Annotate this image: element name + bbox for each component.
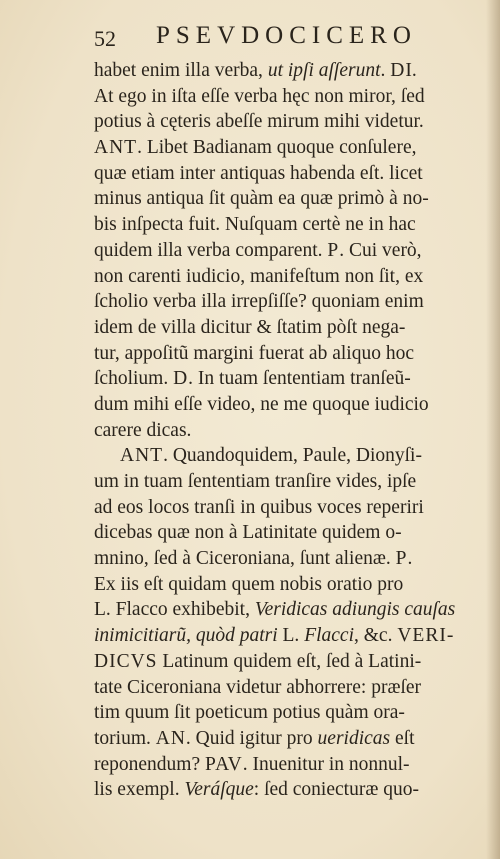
text-line (94, 264, 478, 290)
text-run: . (407, 548, 413, 570)
text-line (94, 777, 478, 803)
text-run: . In tuam ſententiam tranſeũ- (188, 368, 411, 390)
text-line (94, 443, 478, 469)
text-line (94, 135, 478, 161)
small-caps-text: P (395, 548, 408, 570)
text-line (94, 597, 478, 623)
small-caps-text: PAV (205, 753, 243, 775)
body-text (94, 58, 478, 803)
text-run: ſcholio verba illa irrepſiſſe? quoniam enim (94, 291, 424, 313)
text-line (94, 109, 478, 135)
running-head: PSEVDOCICERO (156, 22, 417, 49)
small-caps-text: D (390, 60, 406, 81)
text-run: um in tuam ſententiam tranſire vides, ipſe (94, 471, 417, 492)
text-line (94, 341, 478, 367)
text-run: reponendum? (94, 753, 206, 775)
italic-text: ueridicas (317, 727, 391, 749)
text-run: potius à cęteris abeſſe mirum mihi videtur. (94, 111, 424, 133)
page-header (94, 18, 444, 52)
text-run: At ego in iſta eſſe verba hęc non miror, ſed (94, 85, 425, 107)
text-line (94, 392, 478, 418)
text-run: . Quid igitur pro (185, 727, 318, 749)
text-line (94, 84, 478, 110)
text-line (94, 623, 478, 649)
page-number: 52 (94, 26, 116, 51)
small-caps-text: P (327, 239, 340, 261)
text-run: idem de villa dicitur & ſtatim pòſt nega- (94, 316, 406, 338)
text-line (94, 186, 478, 212)
text-line (94, 58, 478, 84)
text-run: dicebas quæ non à Latinitate quidem o- (94, 522, 402, 544)
text-run: torium. (94, 727, 156, 749)
text-line (94, 238, 478, 264)
text-line (94, 649, 478, 675)
text-line (94, 546, 478, 572)
text-line (94, 572, 478, 598)
text-line (94, 469, 478, 495)
text-run: , &c. (354, 625, 398, 647)
text-line (94, 315, 478, 341)
text-run: . Quandoquidem, Paule, Dionyſi- (163, 445, 422, 467)
text-run: carere dicas. (94, 419, 192, 441)
text-run: mnino, ſed à Ciceroniana, ſunt alienæ. (94, 548, 396, 570)
text-run: L. Flacco exhibebit, (94, 599, 255, 621)
text-line (94, 752, 478, 778)
page-gutter-shadow (486, 0, 500, 859)
italic-text: ut ipſi aſſerunt (267, 60, 381, 81)
text-run: tate Ciceroniana videtur abhorrere: præſer (94, 676, 422, 698)
text-run: ſcholium. (94, 368, 174, 390)
text-run: tim quum ſit poeticum potius quàm ora- (94, 702, 405, 724)
text-run: habet enim illa verba, (94, 60, 268, 81)
text-run: L. (277, 625, 305, 647)
text-run: non carenti iudicio, manifeſtum non ſit, ex (94, 265, 424, 287)
small-caps-text: DICVS (94, 650, 158, 672)
text-line (94, 366, 478, 392)
text-run: bis inſpecta fuit. Nuſquam certè ne in hac (94, 214, 416, 236)
text-line (94, 161, 478, 187)
text-run: . Cui verò, (339, 239, 422, 261)
small-caps-text: VERI- (397, 625, 455, 647)
text-run: ad eos locos tranſi in quibus voces reperiri (94, 496, 424, 518)
text-line (94, 289, 478, 315)
text-run: quidem illa verba comparent. (94, 239, 328, 261)
text-line (94, 726, 478, 752)
text-run: lis exempl. (94, 779, 185, 801)
text-run: Ex iis eſt quidam quem nobis oratio pro (94, 573, 404, 595)
text-line (94, 675, 478, 701)
text-run: I. (405, 60, 417, 81)
small-caps-text: ANT (120, 445, 164, 467)
text-run: eſt (390, 727, 415, 749)
text-line (94, 212, 478, 238)
text-run: . (380, 60, 391, 81)
text-line (94, 700, 478, 726)
italic-text: inimicitiarũ, quòd patri (94, 625, 278, 647)
small-caps-text: AN (155, 727, 186, 749)
italic-text: Flacci (304, 625, 354, 647)
text-line (94, 418, 478, 444)
small-caps-text: ANT (94, 137, 138, 159)
text-run: dum mihi eſſe video, ne me quoque iudicio (94, 393, 429, 415)
text-run: . Libet Badianam quoque conſulere, (137, 137, 417, 159)
text-run: . Inuenitur in nonnul- (242, 753, 410, 775)
italic-text: Veridicas adiungis cauſas (254, 599, 456, 621)
text-line (94, 495, 478, 521)
text-run: tur, appoſitũ margini fuerat ab aliquo hoc (94, 342, 414, 364)
text-run: : ſed coniecturæ quo- (253, 779, 419, 801)
small-caps-text: D (173, 368, 189, 390)
text-run: Latinum quidem eſt, ſed à Latini- (157, 650, 422, 672)
italic-text: Veráſque (184, 779, 254, 801)
text-line (94, 520, 478, 546)
text-run: minus antiqua ſit quàm ea quæ primò à no- (94, 188, 429, 210)
text-run: quæ etiam inter antiquas habenda eſt. licet (94, 162, 423, 184)
